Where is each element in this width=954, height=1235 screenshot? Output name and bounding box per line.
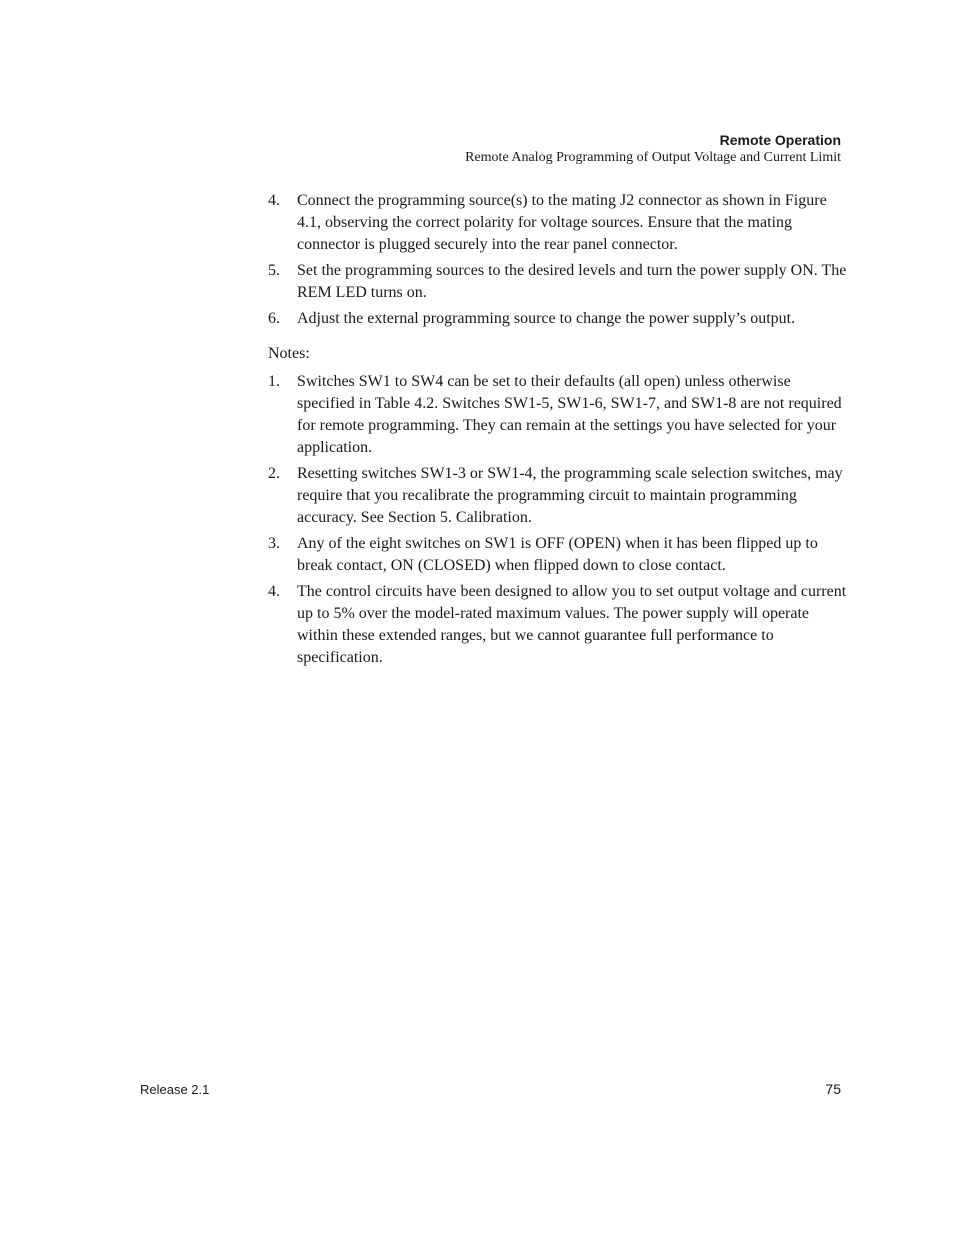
item-text: Resetting switches SW1-3 or SW1-4, the programming scale selection switches, may require that you recalibrate the programming circuit to maintain programming accuracy. See Section 5. Calibration. bbox=[297, 465, 843, 526]
steps-list bbox=[268, 190, 848, 330]
item-text: The control circuits have been designed to allow you to set output voltage and current up to 5% over the model-rated maximum values. The power supply will operate within these extended ranges, but we cannot guarantee full performance to specification. bbox=[297, 583, 847, 666]
list-item bbox=[268, 260, 848, 304]
item-text: Connect the programming source(s) to the mating J2 connector as shown in Figure 4.1, observing the correct polarity for voltage sources. Ensure that the mating connector is plugged securely into the rear panel connector. bbox=[297, 192, 827, 253]
list-item bbox=[268, 581, 848, 669]
list-item bbox=[268, 308, 848, 330]
item-text: Set the programming sources to the desired levels and turn the power supply ON. The REM LED turns on. bbox=[297, 262, 847, 301]
section-title: Remote Analog Programming of Output Voltage and Current Limit bbox=[465, 150, 841, 165]
item-text: Any of the eight switches on SW1 is OFF (OPEN) when it has been flipped up to break contact, ON (CLOSED) when flipped down to close contact. bbox=[297, 535, 818, 574]
running-header bbox=[465, 131, 841, 167]
item-text: Adjust the external programming source to change the power supply’s output. bbox=[297, 310, 796, 327]
list-item bbox=[268, 190, 848, 256]
list-item bbox=[268, 533, 848, 577]
chapter-title: Remote Operation bbox=[719, 132, 841, 148]
page-body bbox=[268, 190, 848, 673]
list-item bbox=[268, 463, 848, 529]
item-number: 4. bbox=[268, 583, 280, 600]
notes-heading: Notes: bbox=[268, 345, 310, 362]
list-item bbox=[268, 371, 848, 459]
item-number: 2. bbox=[268, 465, 280, 482]
notes-list bbox=[268, 371, 848, 669]
item-number: 5. bbox=[268, 262, 280, 279]
item-text: Switches SW1 to SW4 can be set to their defaults (all open) unless otherwise specified in Table 4.2. Switches SW1-5, SW1-6, SW1-7, and SW1-8 are not required for remote programming. They can remain at the settings you have selected for your application. bbox=[297, 373, 842, 456]
item-number: 4. bbox=[268, 192, 280, 209]
release-label: Release 2.1 bbox=[140, 1082, 210, 1097]
item-number: 6. bbox=[268, 310, 280, 327]
item-number: 1. bbox=[268, 373, 280, 390]
page-number: 75 bbox=[825, 1081, 841, 1097]
item-number: 3. bbox=[268, 535, 280, 552]
